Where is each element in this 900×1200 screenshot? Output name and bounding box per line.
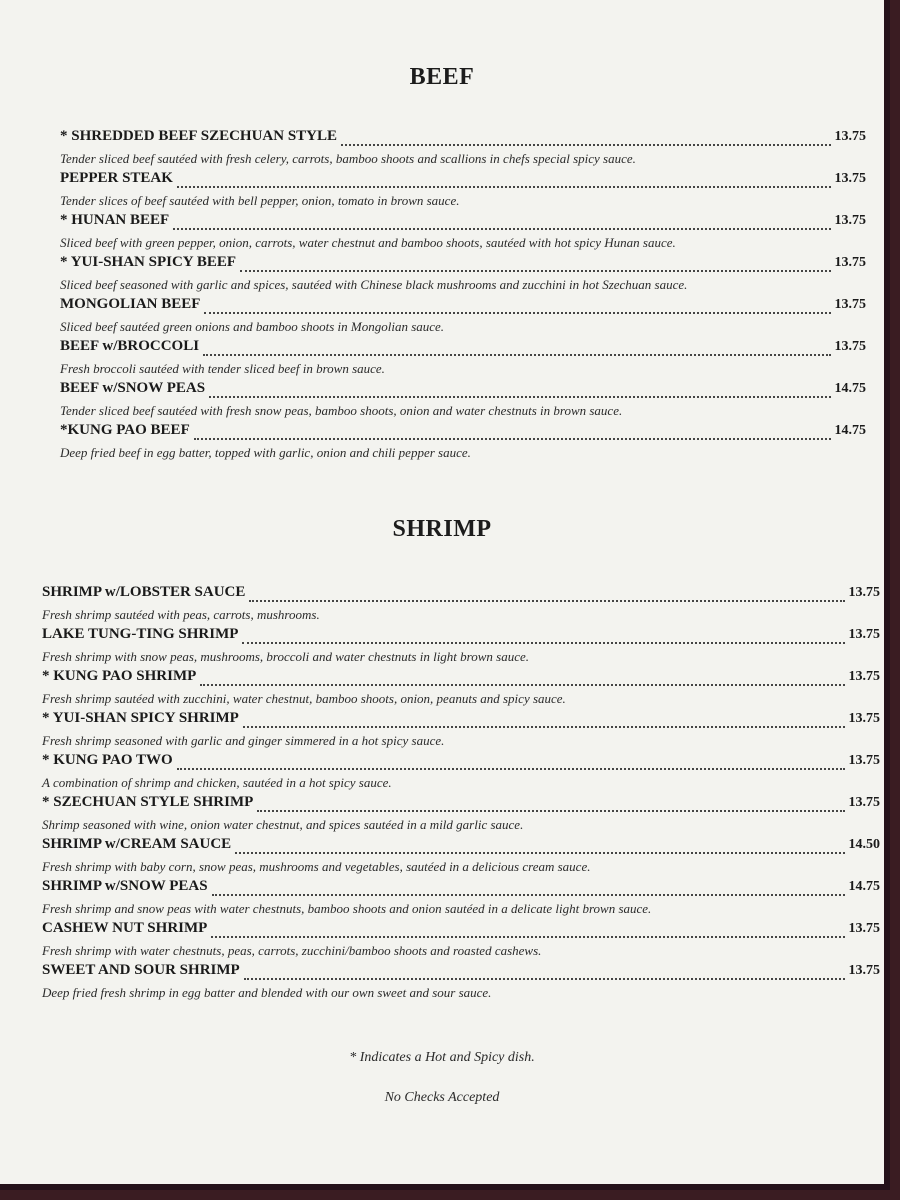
menu-item-name: MONGOLIAN BEEF — [60, 296, 201, 312]
menu-item-description: Fresh shrimp sautéed with peas, carrots, mushrooms. — [42, 607, 320, 622]
menu-item — [42, 626, 880, 668]
menu-item — [42, 962, 880, 1004]
menu-item — [42, 836, 880, 878]
dot-leader — [243, 726, 845, 728]
dot-leader — [244, 978, 845, 980]
menu-item-description: Sliced beef seasoned with garlic and spices, sautéed with Chinese black mushrooms and zucchini in hot Szechuan sauce. — [60, 277, 688, 292]
menu-item-description: Fresh shrimp seasoned with garlic and ginger simmered in a hot spicy sauce. — [42, 733, 445, 748]
menu-item-price: 13.75 — [834, 255, 866, 270]
menu-item-name: SHRIMP w/SNOW PEAS — [42, 878, 208, 894]
menu-item-price: 13.75 — [848, 669, 880, 684]
dot-leader — [235, 852, 844, 854]
dot-leader — [242, 642, 844, 644]
menu-item-name: * YUI-SHAN SPICY BEEF — [60, 254, 236, 270]
menu-item — [60, 422, 866, 464]
menu-item-description: Tender sliced beef sautéed with fresh celery, carrots, bamboo shoots and scallions in chefs special spicy sauce. — [60, 151, 636, 166]
menu-item-description: Fresh shrimp with water chestnuts, peas, carrots, zucchini/bamboo shoots and roasted cashews. — [42, 943, 542, 958]
menu-item-name: * SHREDDED BEEF SZECHUAN STYLE — [60, 128, 338, 144]
menu-item-price: 13.75 — [848, 921, 880, 936]
menu-item-name: BEEF w/BROCCOLI — [60, 338, 200, 354]
menu-item-description: Fresh broccoli sautéed with tender sliced beef in brown sauce. — [60, 361, 385, 376]
dot-leader — [211, 936, 844, 938]
menu-item-price: 13.75 — [848, 795, 880, 810]
menu-item-row — [42, 710, 880, 732]
menu-item-description: Fresh shrimp with snow peas, mushrooms, broccoli and water chestnuts in light brown sauce. — [42, 649, 530, 664]
dot-leader — [209, 396, 830, 398]
beef-item-list — [60, 128, 866, 464]
menu-item-description: Fresh shrimp and snow peas with water chestnuts, bamboo shoots and onion sautéed in a delicate light brown sauce. — [42, 901, 652, 916]
menu-item-name: * KUNG PAO TWO — [42, 752, 173, 768]
menu-item — [60, 380, 866, 422]
menu-item-description: Shrimp seasoned with wine, onion water chestnut, and spices sautéed in a mild garlic sauce. — [42, 817, 524, 832]
menu-item-row — [42, 584, 880, 606]
menu-item-description: Tender slices of beef sautéed with bell pepper, onion, tomato in brown sauce. — [60, 193, 460, 208]
menu-item-description: Deep fried fresh shrimp in egg batter and blended with our own sweet and sour sauce. — [42, 985, 492, 1000]
menu-item-price: 13.75 — [848, 711, 880, 726]
menu-item-row — [42, 668, 880, 690]
menu-item-description: Sliced beef with green pepper, onion, carrots, water chestnut and bamboo shoots, sautéed with hot spicy Hunan sauce. — [60, 235, 676, 250]
dot-leader — [212, 894, 845, 896]
menu-item-name: BEEF w/SNOW PEAS — [60, 380, 206, 396]
dot-leader — [200, 684, 844, 686]
dot-leader — [204, 312, 830, 314]
menu-item-price: 13.75 — [834, 213, 866, 228]
menu-item — [42, 668, 880, 710]
menu-item-row — [60, 212, 866, 234]
menu-item-price: 13.75 — [848, 963, 880, 978]
menu-item-row — [60, 296, 866, 318]
menu-item — [42, 878, 880, 920]
menu-item-name: * HUNAN BEEF — [60, 212, 170, 228]
beef-section-title: BEEF — [409, 64, 475, 90]
menu-item-price: 13.75 — [834, 339, 866, 354]
menu-item — [42, 584, 880, 626]
menu-item-price: 14.75 — [848, 879, 880, 894]
no-checks-note: No Checks Accepted — [384, 1090, 500, 1105]
menu-item — [60, 170, 866, 212]
menu-item — [42, 752, 880, 794]
menu-item-row — [42, 920, 880, 942]
menu-item-description: Fresh shrimp sautéed with zucchini, water chestnut, bamboo shoots, onion, peanuts and spicy sauce. — [42, 691, 566, 706]
menu-item-name: * SZECHUAN STYLE SHRIMP — [42, 794, 254, 810]
menu-item-row — [60, 170, 866, 192]
menu-item-row — [60, 338, 866, 360]
menu-item-row — [60, 128, 866, 150]
dot-leader — [177, 186, 831, 188]
menu-item-row — [42, 626, 880, 648]
menu-item-description: Fresh shrimp with baby corn, snow peas, mushrooms and vegetables, sautéed in a delicious cream sauce. — [42, 859, 591, 874]
menu-item — [60, 338, 866, 380]
menu-item-price: 13.75 — [834, 129, 866, 144]
dot-leader — [194, 438, 831, 440]
menu-item — [60, 212, 866, 254]
menu-item-name: * KUNG PAO SHRIMP — [42, 668, 197, 684]
menu-item-name: *KUNG PAO BEEF — [60, 422, 190, 438]
menu-item — [60, 296, 866, 338]
menu-item — [60, 128, 866, 170]
menu-item-price: 13.75 — [834, 297, 866, 312]
dot-leader — [257, 810, 844, 812]
menu-item-price: 13.75 — [834, 171, 866, 186]
shrimp-item-list — [42, 584, 880, 1004]
dot-leader — [249, 600, 844, 602]
menu-item-row — [42, 962, 880, 984]
menu-item-row — [60, 380, 866, 402]
shrimp-section-title: SHRIMP — [392, 516, 492, 542]
menu-item-name: CASHEW NUT SHRIMP — [42, 920, 208, 936]
menu-item-description: A combination of shrimp and chicken, sautéed in a hot spicy sauce. — [42, 775, 392, 790]
menu-item-price: 13.75 — [848, 585, 880, 600]
dot-leader — [203, 354, 830, 356]
menu-item-price: 14.50 — [848, 837, 880, 852]
menu-item-name: PEPPER STEAK — [60, 170, 173, 186]
menu-item-name: * YUI-SHAN SPICY SHRIMP — [42, 710, 239, 726]
menu-item-row — [42, 836, 880, 858]
spicy-indicator-note: * Indicates a Hot and Spicy dish. — [349, 1050, 535, 1065]
menu-item-price: 14.75 — [834, 381, 866, 396]
menu-item-row — [42, 878, 880, 900]
menu-item-price: 13.75 — [848, 753, 880, 768]
menu-item — [42, 710, 880, 752]
menu-item — [42, 920, 880, 962]
menu-item-row — [60, 254, 866, 276]
dot-leader — [177, 768, 845, 770]
dot-leader — [240, 270, 831, 272]
menu-item-name: SWEET AND SOUR SHRIMP — [42, 962, 240, 978]
menu-item-description: Deep fried beef in egg batter, topped with garlic, onion and chili pepper sauce. — [60, 445, 471, 460]
menu-item-name: SHRIMP w/CREAM SAUCE — [42, 836, 232, 852]
menu-item-price: 14.75 — [834, 423, 866, 438]
menu-item-description: Tender sliced beef sautéed with fresh snow peas, bamboo shoots, onion and water chestnuts in brown sauce. — [60, 403, 623, 418]
dot-leader — [173, 228, 830, 230]
dot-leader — [341, 144, 830, 146]
menu-item — [42, 794, 880, 836]
menu-item — [60, 254, 866, 296]
menu-item-row — [60, 422, 866, 444]
menu-item-price: 13.75 — [848, 627, 880, 642]
menu-item-row — [42, 794, 880, 816]
menu-item-name: SHRIMP w/LOBSTER SAUCE — [42, 584, 246, 600]
menu-item-row — [42, 752, 880, 774]
menu-item-description: Sliced beef sautéed green onions and bamboo shoots in Mongolian sauce. — [60, 319, 445, 334]
menu-item-name: LAKE TUNG-TING SHRIMP — [42, 626, 239, 642]
